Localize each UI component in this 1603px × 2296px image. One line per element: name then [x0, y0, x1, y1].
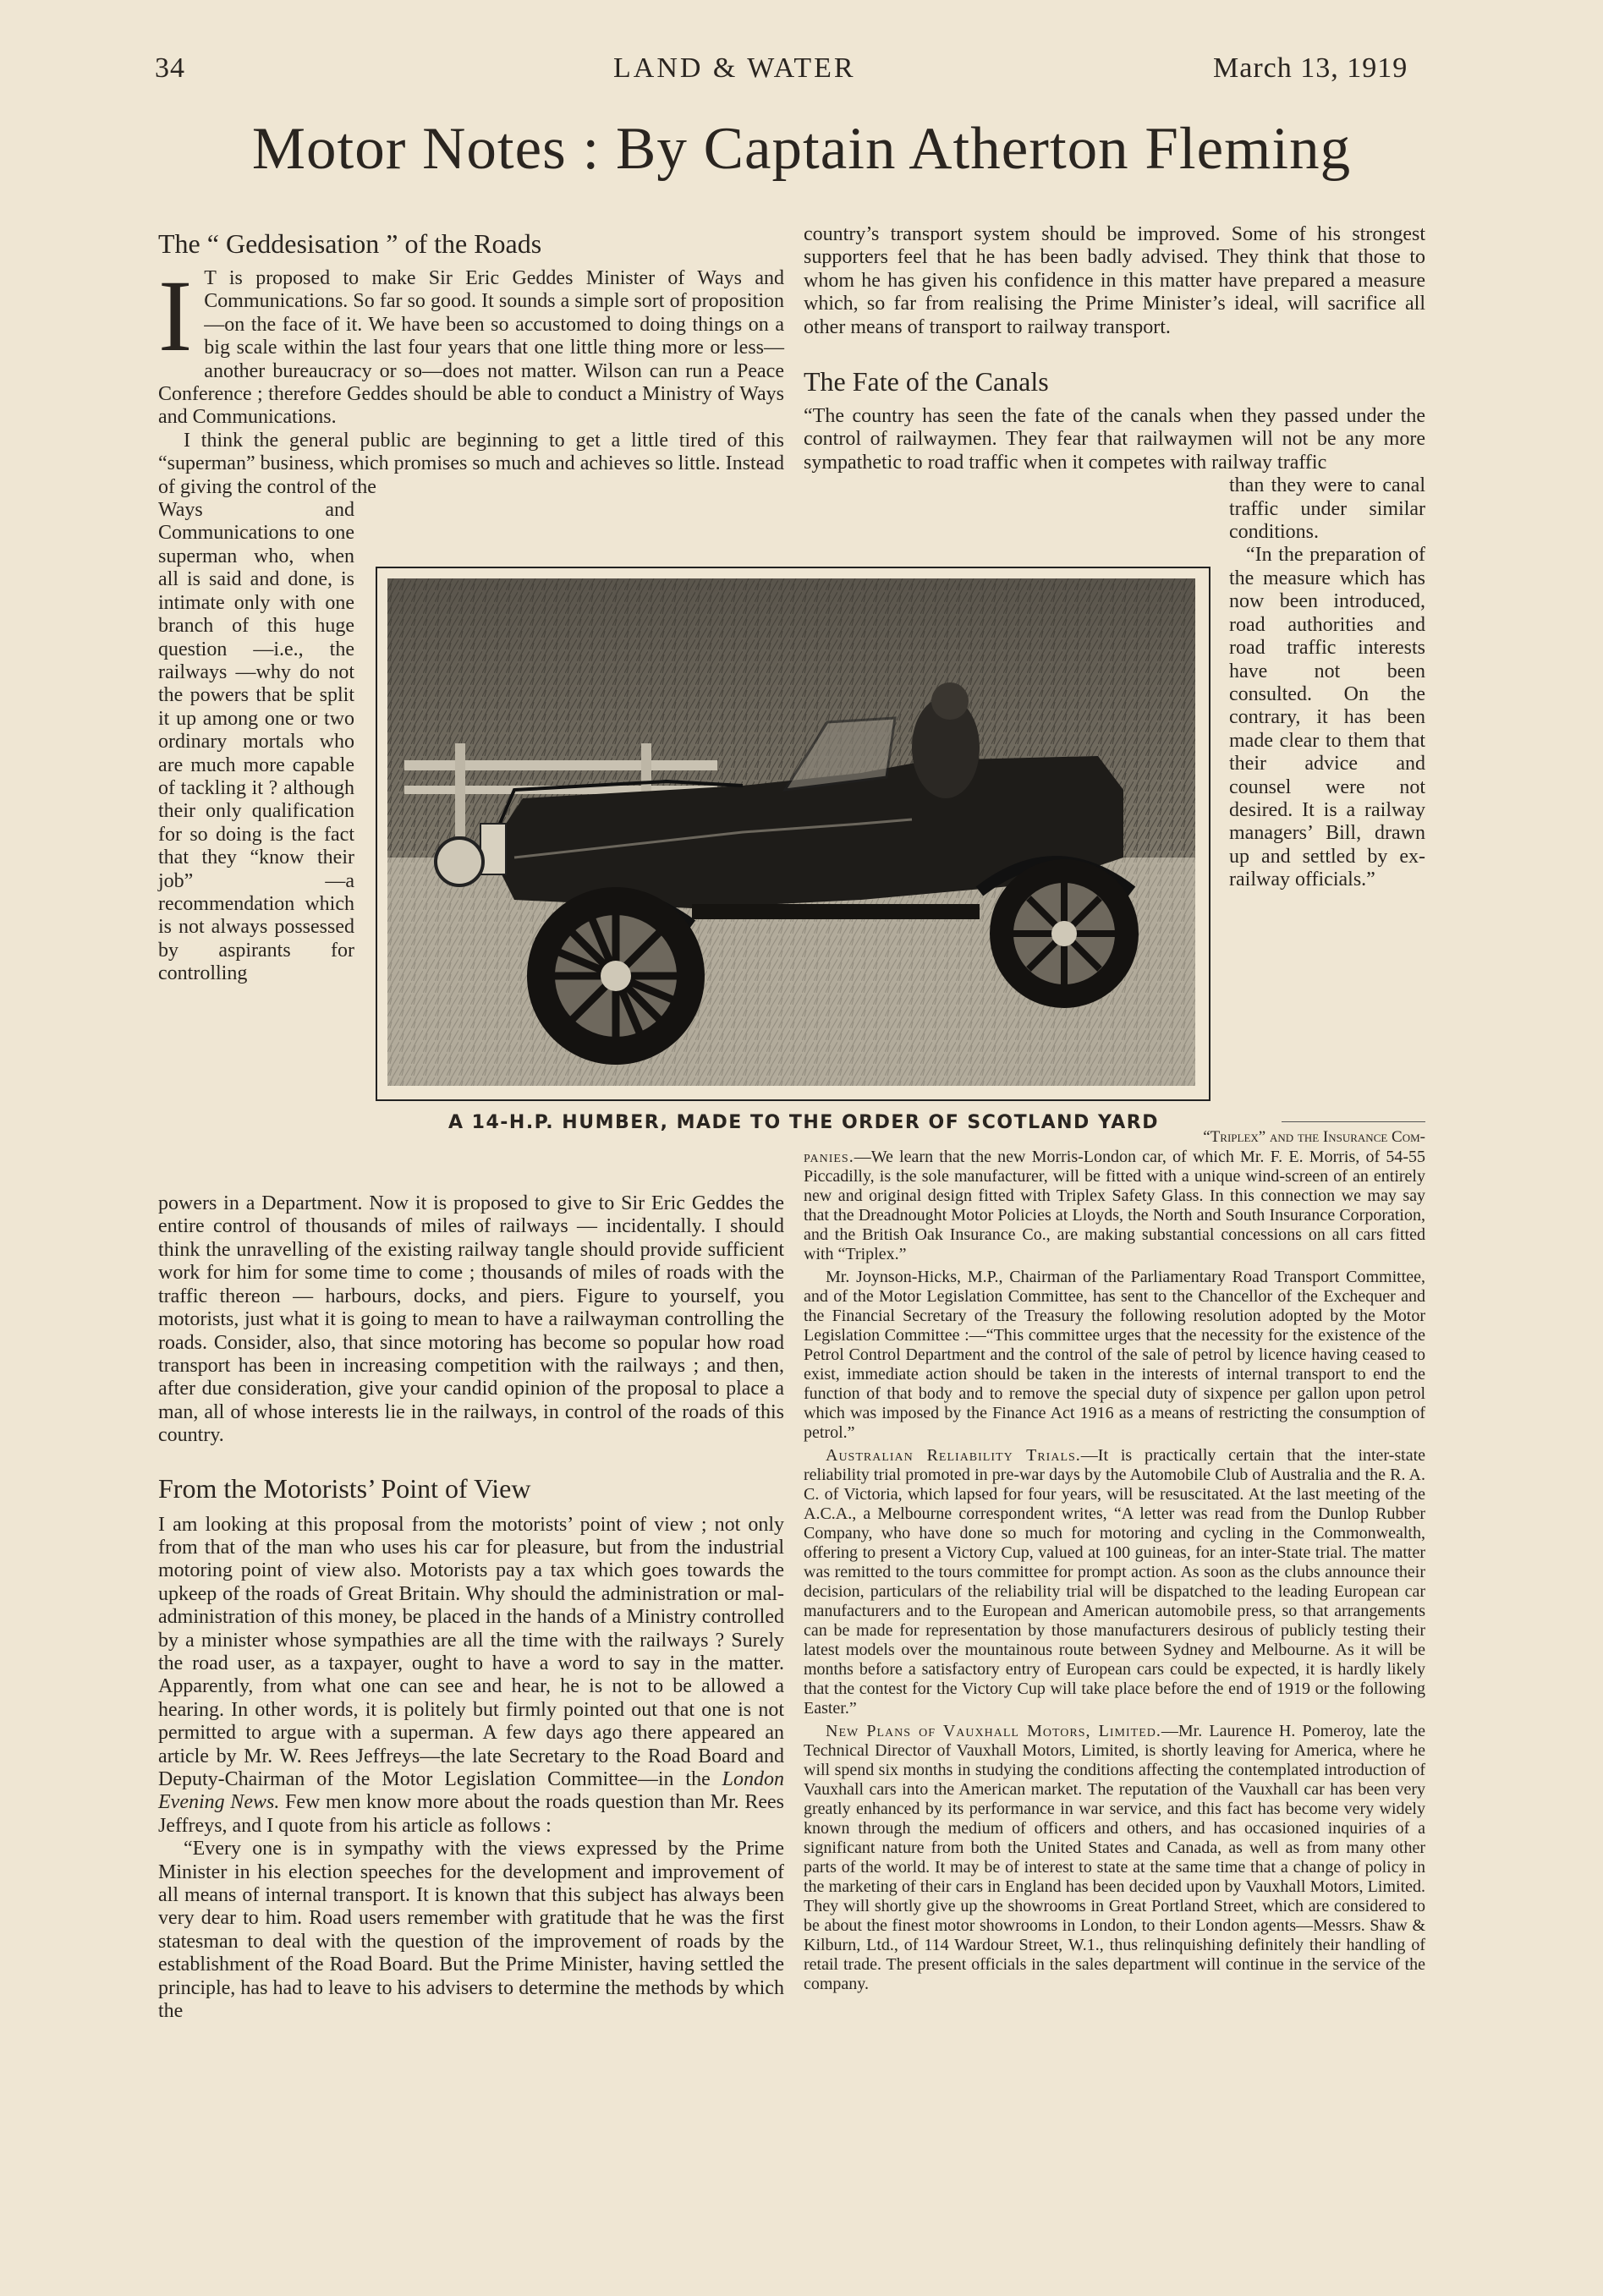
- triplex-heading: “Triplex” and the Insurance Com-: [1203, 1128, 1425, 1146]
- publication-name: LAND & WATER: [613, 52, 856, 84]
- section-heading-motorists: From the Motorists’ Point of View: [158, 1472, 531, 1504]
- drop-cap: I: [158, 260, 193, 373]
- note-joynson-hicks: Mr. Joynson-Hicks, M.P., Chairman of the Parliamentary Road Transport Committee, and of the Motor Legislation Committee, has sent to the Chancellor of the Exchequer and the Financial Secretary of the Treasury the following resolution adopted by the Motor Legislation Committee :—“This committee urges that the necessity for the existence of the Petrol Control Department and the control of the sale of petrol by licence having ceased to exist, immediate action should be taken in the interests of internal transport to end the function of that body and to remove the special duty of sixpence per gallon upon petrol which was imposed by the Finance Act 1916 as a means of restricting the consumption of petrol.”: [804, 1268, 1425, 1442]
- paragraph-3: I am looking at this proposal from the motorists’ point of view ; not only from that of the man who uses his car for pleasure, but from the industrial motoring point of view also. Motorists pay a tax which goes towards the upkeep of the roads of Great Britain. Why should the administration or mal-administration of this money, be placed in the hands of a Ministry controlled by a minister whose sympathies are all the time with the railways ? Surely the road user, as a taxpayer, ought to have a word to say in the matter. Apparently, from what one can see and hear, he is not to be allowed a hearing. In other words, it is politely but firmly pointed out that one is not permitted to argue with a superman. A few days ago there appeared an article by Mr. W. Rees Jeffreys—the late Secretary to the Road Board and Deputy-Chairman of the Motor Legislation Committee—in the London Evening News. Few men know more about the roads question than Mr. Rees Jeffreys, and I quote from his article as follows :: [158, 1513, 785, 1837]
- section-heading-canals: The Fate of the Canals: [804, 366, 1049, 397]
- note-vauxhall: New Plans of Vauxhall Motors, Limited.—Mr. Laurence H. Pomeroy, late the Technical Director of Vauxhall Motors, Limited, is shortly leaving for America, where he will spend six months in studying the conditions affecting the contemplated introduction of Vauxhall cars into the American market. The reputation of the Vauxhall car has been very greatly enhanced by its performance in war service, and this fact has become very widely known through the medium of officers and others, and has occasioned inquiries of a significant nature from both the United States and Canada, as well as from many other parts of the world. It may be of interest to state at the same time that a change of policy in the marketing of their cars in England has been decided upon by Vauxhall Motors, Limited. They will shortly give up the showrooms in Great Portland Street, which are considered to be about the finest motor showrooms in London, to their London agents—Messrs. Shaw & Kilburn, Ltd., of 114 Wardour Street, W.1., thus relinquishing definitely their handling of retail trade. The present officials in the sales department will continue in the service of the company.: [804, 1722, 1426, 1993]
- right-paragraph-2-narrow: than they were to canal traffic under similar conditions.: [1229, 474, 1425, 544]
- photo-caption: A 14-H.P. HUMBER, MADE TO THE ORDER OF SCOTLAND YARD: [447, 1112, 1160, 1133]
- right-paragraph-2-intro: “The country has seen the fate of the canals when they passed under the control of railwaymen. They fear that railwaymen will not be any more sympathetic to road traffic when it competes with railway traffic: [804, 405, 1425, 474]
- photo-frame: [376, 567, 1210, 1101]
- paragraph-4: “Every one is in sympathy with the views expressed by the Prime Minister in his election speeches for the development and improvement of all means of internal transport. It is known that this subject has always been very dear to him. Road users remember with gratitude that he was the first statesman to deal with the question of the improvement of roads by the establishment of the Road Board. But the Prime Minister, having settled the principle, has had to leave to his advisers to determine the methods by which the: [158, 1838, 784, 2023]
- issue-date: March 13, 1919: [1213, 52, 1408, 84]
- humber-car-photo-icon: [387, 578, 1195, 1086]
- notes-divider: [1282, 1121, 1425, 1122]
- paragraph-1: T is proposed to make Sir Eric Geddes Minister of Ways and Communications. So far so good. It sounds a simple sort of proposition—on the face of it. We have been so accustomed to doing things on a big scale within the last four years that one little thing more or less—another bureaucracy or so—does not matter. Wilson can run a Peace Conference ; therefore Geddes should be able to conduct a Ministry of Ways and Communications.: [158, 267, 784, 429]
- newspaper-name: London Evening News.: [158, 1768, 785, 1814]
- paragraph-2-narrow: Ways and Communications to one superman who, when all is said and done, is intimate only with one branch of this huge question —i.e., the railways —why do not the powers that be split it up among one or two ordinary mortals who are much more capable of tackling it ? although their only qualification for so doing is the fact that they “know their job” —a recommendation which is not always possessed by aspirants for controlling: [158, 499, 354, 985]
- paragraph-2-intro: I think the general public are beginning to get a little tired of this “superman” business, which promises so much and achieves so little. Instead of giving the control of the: [158, 429, 784, 498]
- paragraph-2-rest: powers in a Department. Now it is proposed to give to Sir Eric Geddes the entire control of thousands of miles of railways — incidentally. I should think the unravelling of the existing railway tangle should provide sufficient work for him for some time to come ; thousands of miles of roads with the traffic thereon — harbours, docks, and piers. Figure to yourself, you motorists, just what it is going to mean to have a railwayman controlling the roads. Consider, also, that since motoring has become so popular how road transport has been in increasing competition with the railways ; and then, after due consideration, give your candid opinion of the proposal to place a man, all of whose interests lie in the railways, in control of the roads of this country.: [158, 1192, 784, 1447]
- car-photo: [387, 578, 1195, 1086]
- photo-block: [376, 567, 1209, 1099]
- right-paragraph-3-narrow: “In the preparation of the measure which has now been introduced, road authorities and road traffic interests have not been consulted. On the contrary, it has been made clear to them that their advice and counsel were not desired. It is a railway managers’ Bill, drawn up and settled by ex-railway officials.”: [1229, 544, 1425, 891]
- note-triplex: panies.—We learn that the new Morris-London car, of which Mr. F. E. Morris, of 54-55 Piccadilly, is the sole manufacturer, will be fitted with a unique wind-screen of an entirely new and original design fitted with Triplex Safety Glass. In this connection we may say that the Dreadnought Motor Policies at Lloyds, the North and South Insurance Corporation, and the British Oak Insurance Co., are making substantial concessions on all cars fitted with “Triplex.”: [804, 1148, 1425, 1263]
- section-heading-geddesisation: The “ Geddesisation ” of the Roads: [158, 228, 542, 259]
- note-australian-trials: Australian Reliability Trials.—It is practically certain that the inter-state reliability trial promoted in pre-war days by the Automobile Club of Australia and the R. A. C. of Victoria, which lapsed for four years, will be resuscitated. At the last meeting of the A.C.A., a Melbourne correspondent writes, “A letter was read from the Dunlop Rubber Company, who have done so much for motoring and cycling in the Commonwealth, offering to present a Victory Cup, valued at 100 guineas, for an inter-State trial. The matter was remitted to the tours committee for prompt action. As soon as the clubs announce their decision, particulars of the reliability trial will be dispatched to the leading European car manufacturers and to the European and American automobile press, so that arrangements can be made for representation by those manufacturers desirous of publicly testing their latest models over the mountainous route between Sydney and Melbourne. As it will be months before a satisfactory entry of European cars could be expected, it is hardly likely that the contest for the Victory Cup will take place before the end of 1919 or the following Easter.”: [804, 1446, 1425, 1718]
- right-column-notes: [804, 1121, 1425, 1997]
- narrow-wrap-right: [1229, 474, 1425, 1079]
- right-paragraph-1: country’s transport system should be improved. Some of his strongest supporters feel that he has been badly advised. They think that those to whom he has given his confidence in this matter have prepared a measure which, so far from realising the Prime Minister’s ideal, will sacrifice all other means of transport to railway transport.: [804, 223, 1425, 338]
- page-number: 34: [155, 52, 185, 84]
- article-title: Motor Notes : By Captain Atherton Fleming: [251, 116, 1352, 182]
- narrow-wrap-left: [158, 499, 354, 1192]
